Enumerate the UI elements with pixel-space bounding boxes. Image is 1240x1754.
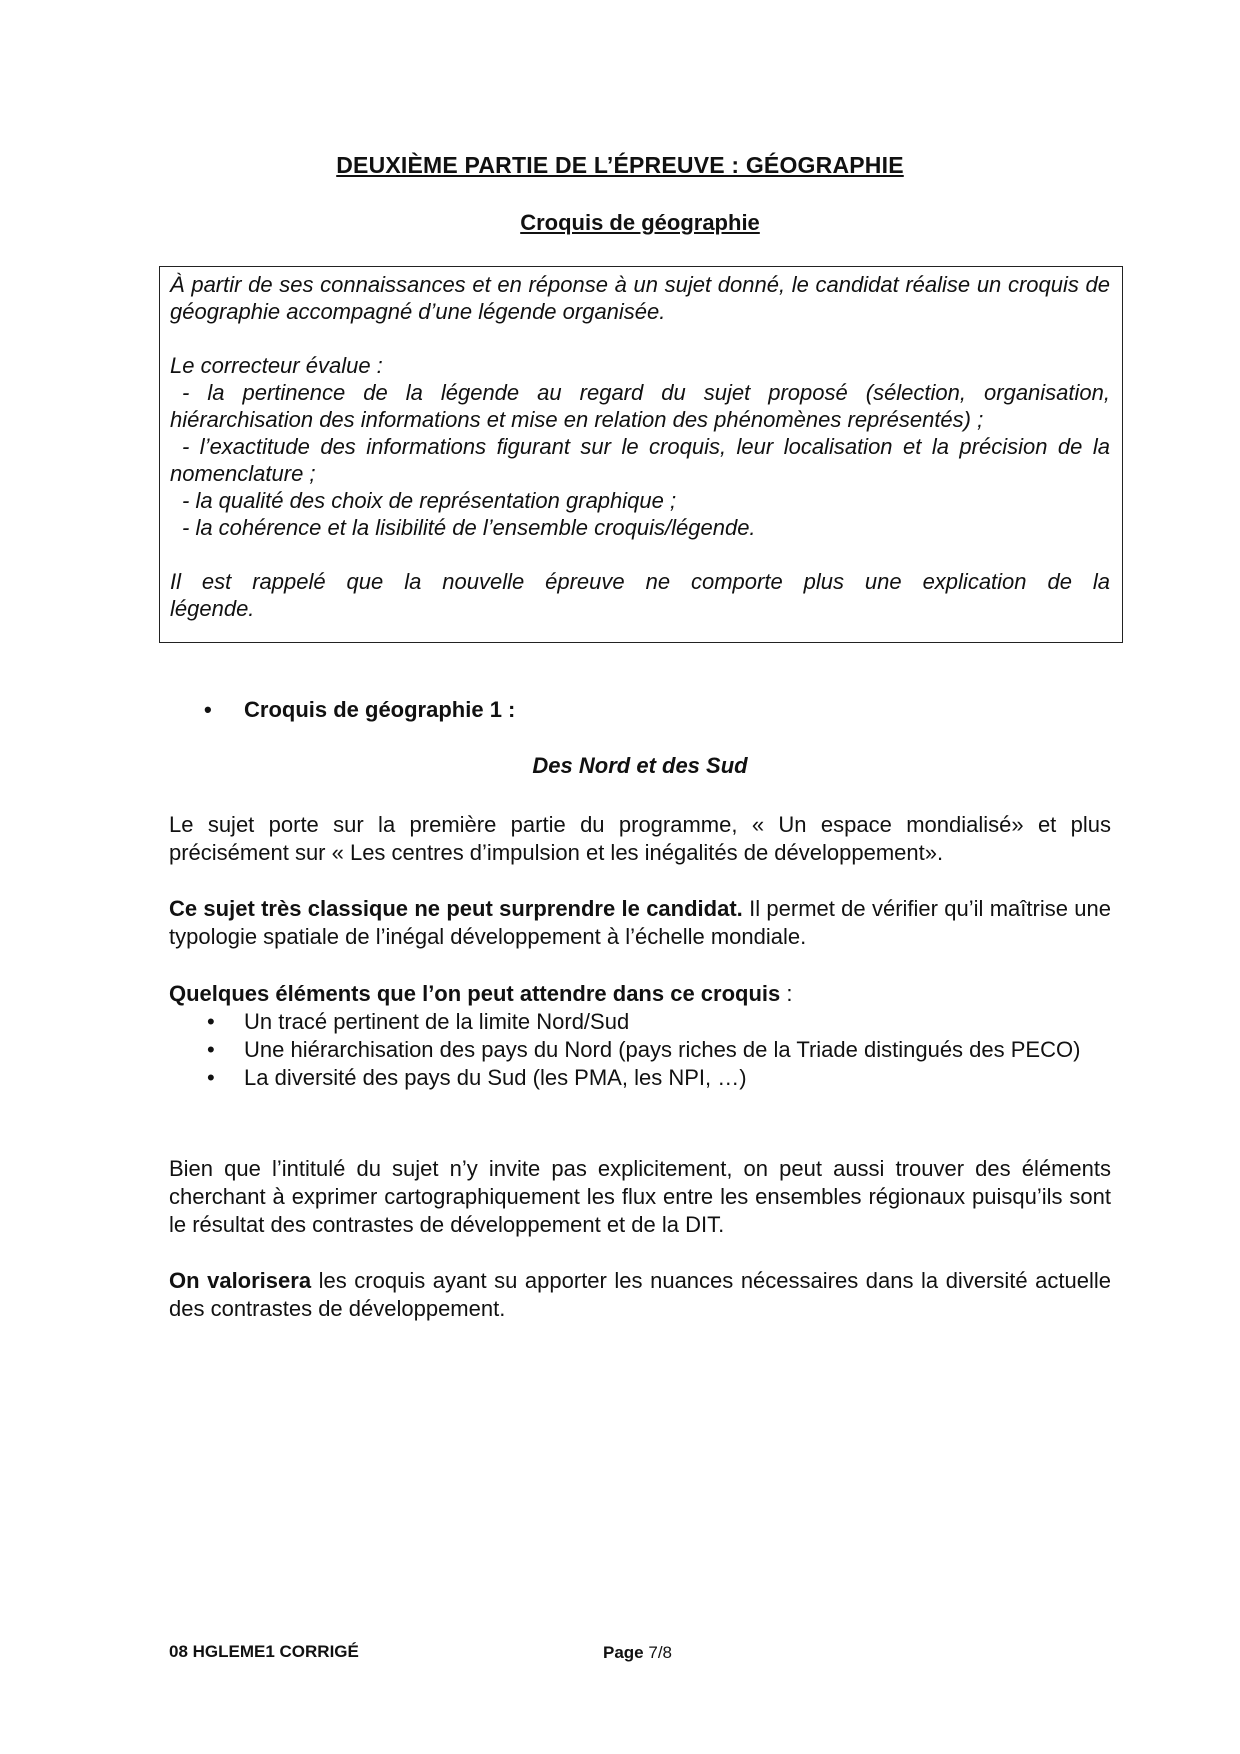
paragraph-valorisation: On valorisera les croquis ayant su apporter les nuances nécessaires dans la diversité actuelle des contrastes de développement.	[169, 1268, 1111, 1321]
bullet-icon: •	[207, 1065, 215, 1090]
footer-code: 08 HGLEME1 CORRIGÉ	[169, 1642, 359, 1661]
criterion-item: - l’exactitude des informations figurant sur le croquis, leur localisation et la précision de la nomenclature ;	[170, 434, 1110, 486]
expectations-list	[169, 1008, 1111, 1092]
subject-title: Des Nord et des Sud	[532, 753, 748, 778]
bold-lead: On valorisera	[169, 1268, 312, 1293]
criterion-item: - la pertinence de la légende au regard du sujet proposé (sélection, organisation, hiérarchisation des informations et mise en relation des phénomènes représentés) ;	[170, 380, 1110, 432]
box-note: Il est rappelé que la nouvelle épreuve ne comporte plus une explication de la légende.	[170, 569, 1110, 621]
paragraph-flows: Bien que l’intitulé du sujet n’y invite pas explicitement, on peut aussi trouver des éléments cherchant à exprimer cartographiquement les flux entre les ensembles régionaux puisqu’ils sont le résultat des contrastes de développement et de la DIT.	[169, 1156, 1111, 1237]
page-title: DEUXIÈME PARTIE DE L’ÉPREUVE : GÉOGRAPHIE	[336, 152, 904, 178]
paragraph-classic: Ce sujet très classique ne peut surprendre le candidat. Il permet de vérifier qu’il maîtrise une typologie spatiale de l’inégal développement à l’échelle mondiale.	[169, 896, 1111, 949]
section-heading-text: Croquis de géographie 1 :	[244, 697, 516, 722]
evaluator-label: Le correcteur évalue :	[170, 353, 383, 378]
list-item: • Un tracé pertinent de la limite Nord/Sud	[207, 1009, 630, 1034]
expectations-block: Quelques éléments que l’on peut attendre dans ce croquis : • Un tracé pertinent de la limite Nord/Sud • Une hiérarchisation des pays du Nord (pays riches de la Triade distingués des PECO) • La diversité des pays du Sud (les PMA, les NPI, …)	[169, 980, 1111, 1092]
bold-lead: Ce sujet très classique ne peut surprendre le candidat.	[169, 896, 743, 921]
criterion-item: - la cohérence et la lisibilité de l’ensemble croquis/légende.	[182, 515, 756, 540]
section-heading	[204, 697, 515, 723]
bullet-icon: •	[207, 1037, 215, 1062]
list-item: • Une hiérarchisation des pays du Nord (pays riches de la Triade distingués des PECO)	[207, 1037, 1081, 1062]
expectations-label: Quelques éléments que l’on peut attendre dans ce croquis	[169, 981, 781, 1006]
box-intro: À partir de ses connaissances et en réponse à un sujet donné, le candidat réalise un croquis de géographie accompagné d’une légende organisée.	[170, 272, 1110, 324]
criterion-item: - la qualité des choix de représentation graphique ;	[182, 488, 677, 513]
section-subtitle: Croquis de géographie	[520, 210, 760, 235]
instructions-box	[159, 266, 1123, 643]
bullet-icon: •	[207, 1009, 215, 1034]
bullet-icon: •	[204, 697, 212, 722]
list-item: • La diversité des pays du Sud (les PMA, les NPI, …)	[207, 1065, 747, 1090]
footer-page-number: Page 7/8	[603, 1643, 672, 1662]
paragraph-subject: Le sujet porte sur la première partie du programme, « Un espace mondialisé» et plus précisément sur « Les centres d’impulsion et les inégalités de développement».	[169, 812, 1111, 865]
